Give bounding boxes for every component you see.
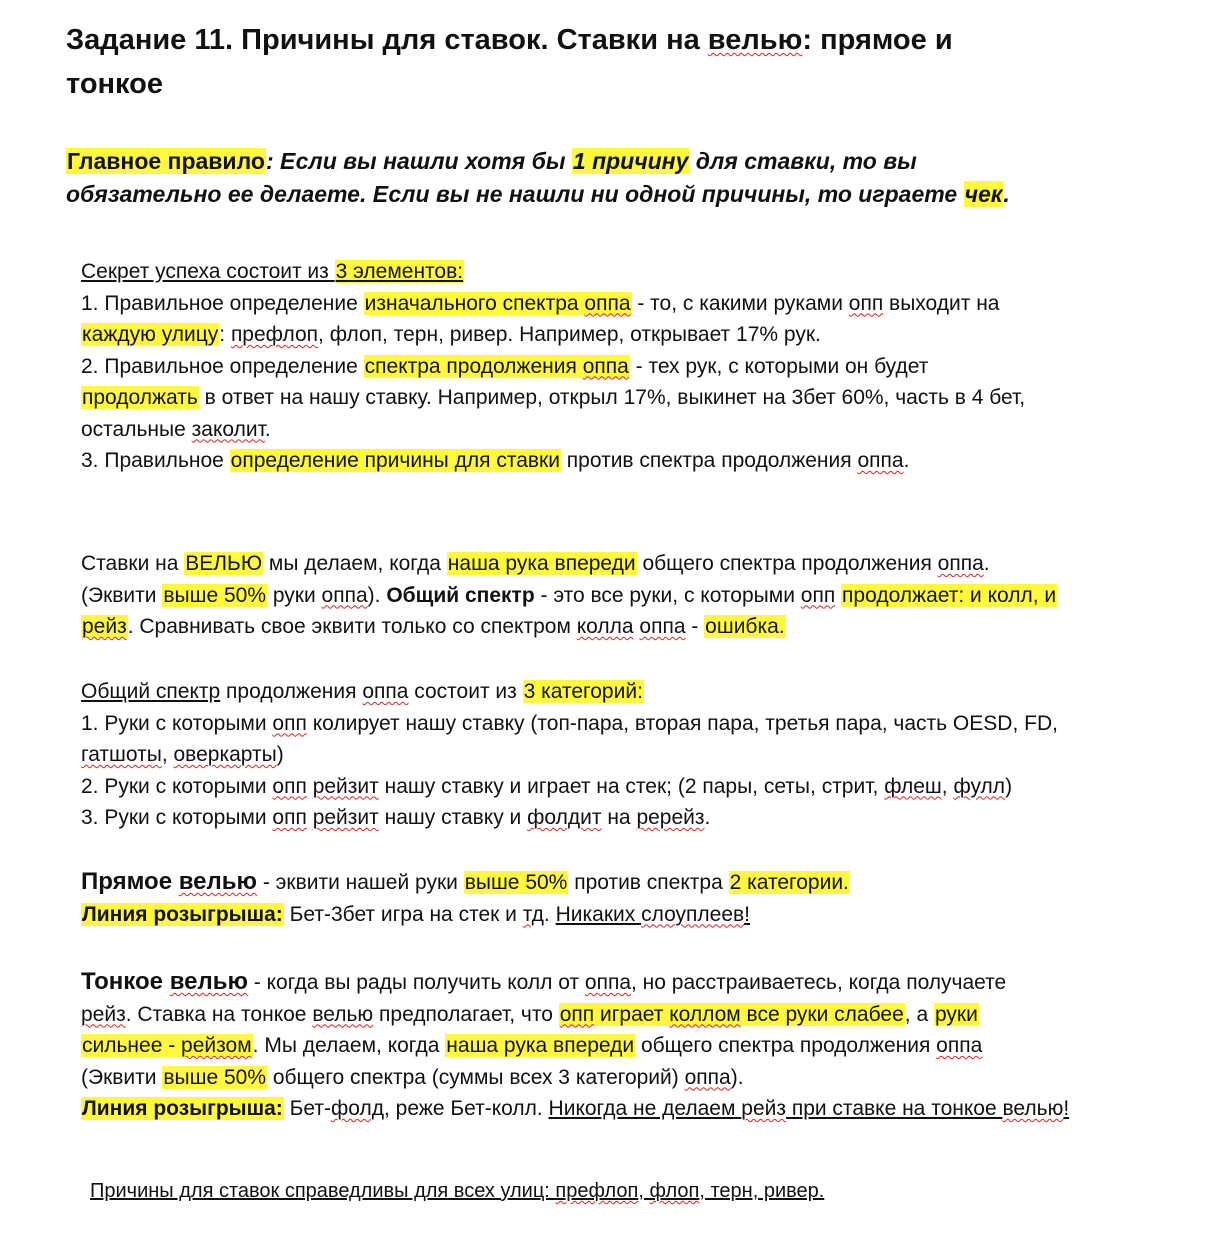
secret-section: Секрет успеха состоит из 3 элементов: 1. Правильное определение изначального спектра оппа - то, с какими руками опп выходит на каждую улицу: префлоп, флоп, терн, ривер. Например, открывает 17% рук. 2. Правильное определение спектра продолжения оппа - тех рук, с которыми он будет продолжать в ответ на нашу ставку. Например, открыл 17%, выкинет на 3бет 60%, часть в 4 бет, остальные заколит. 3. Правильное определение причины для ставки против спектра продолжения оппа. (81, 260, 1026, 472)
spell-flag: велью (707, 24, 803, 56)
main-rule: Главное правило: Если вы нашли хотя бы 1 причину для ставки, то вы обязательно ее делаете. Если вы не нашли ни одной причины, то играете чек. (66, 148, 1010, 207)
value-section: Ставки на ВЕЛЬЮ мы делаем, когда наша рука впереди общего спектра продолжения оппа. (Эквити выше 50% руки оппа). Общий спектр - это все руки, с которыми опп продолжает: и колл, и рейз. Сравнивать свое эквити только со спектром колла оппа - ошибка. (81, 552, 1057, 638)
page-title: Задание 11. Причины для ставок. Ставки на велью: прямое и тонкое (66, 24, 953, 100)
footer-note: Причины для ставок справедливы для всех улиц: префлоп, флоп, терн, ривер. (90, 1180, 825, 1202)
direct-value-section: Прямое велью - эквити нашей руки выше 50% против спектра 2 категории. Линия розыгрыша: Бет-3бет игра на стек и тд. Никаких слоуплеев! (81, 868, 849, 926)
general-range-section: Общий спектр продолжения оппа состоит из 3 категорий: 1. Руки с которыми опп колирует нашу ставку (топ-пара, вторая пара, третья пара, часть OESD, FD, гатшоты, оверкарты) 2. Руки с которыми опп рейзит нашу ставку и играет на стек; (2 пары, сеты, стрит, флеш, фулл) 3. Руки с которыми опп рейзит нашу ставку и фолдит на ререйз. (81, 680, 1058, 829)
rule-label: Главное правило (67, 148, 265, 174)
thin-value-section: Тонкое велью - когда вы рады получить колл от оппа, но расстраиваетесь, когда получаете рейз. Ставка на тонкое велью предполагает, что опп играет коллом все руки слабее, а руки сильнее - рейзом. Мы делаем, когда наша рука впереди общего спектра продолжения оппа (Эквити выше 50% общего спектра (суммы всех 3 категорий) оппа). Линия розыгрыша: Бет-фолд, реже Бет-колл. Никогда не делаем рейз при ставке на тонкое велью! (81, 968, 1070, 1120)
